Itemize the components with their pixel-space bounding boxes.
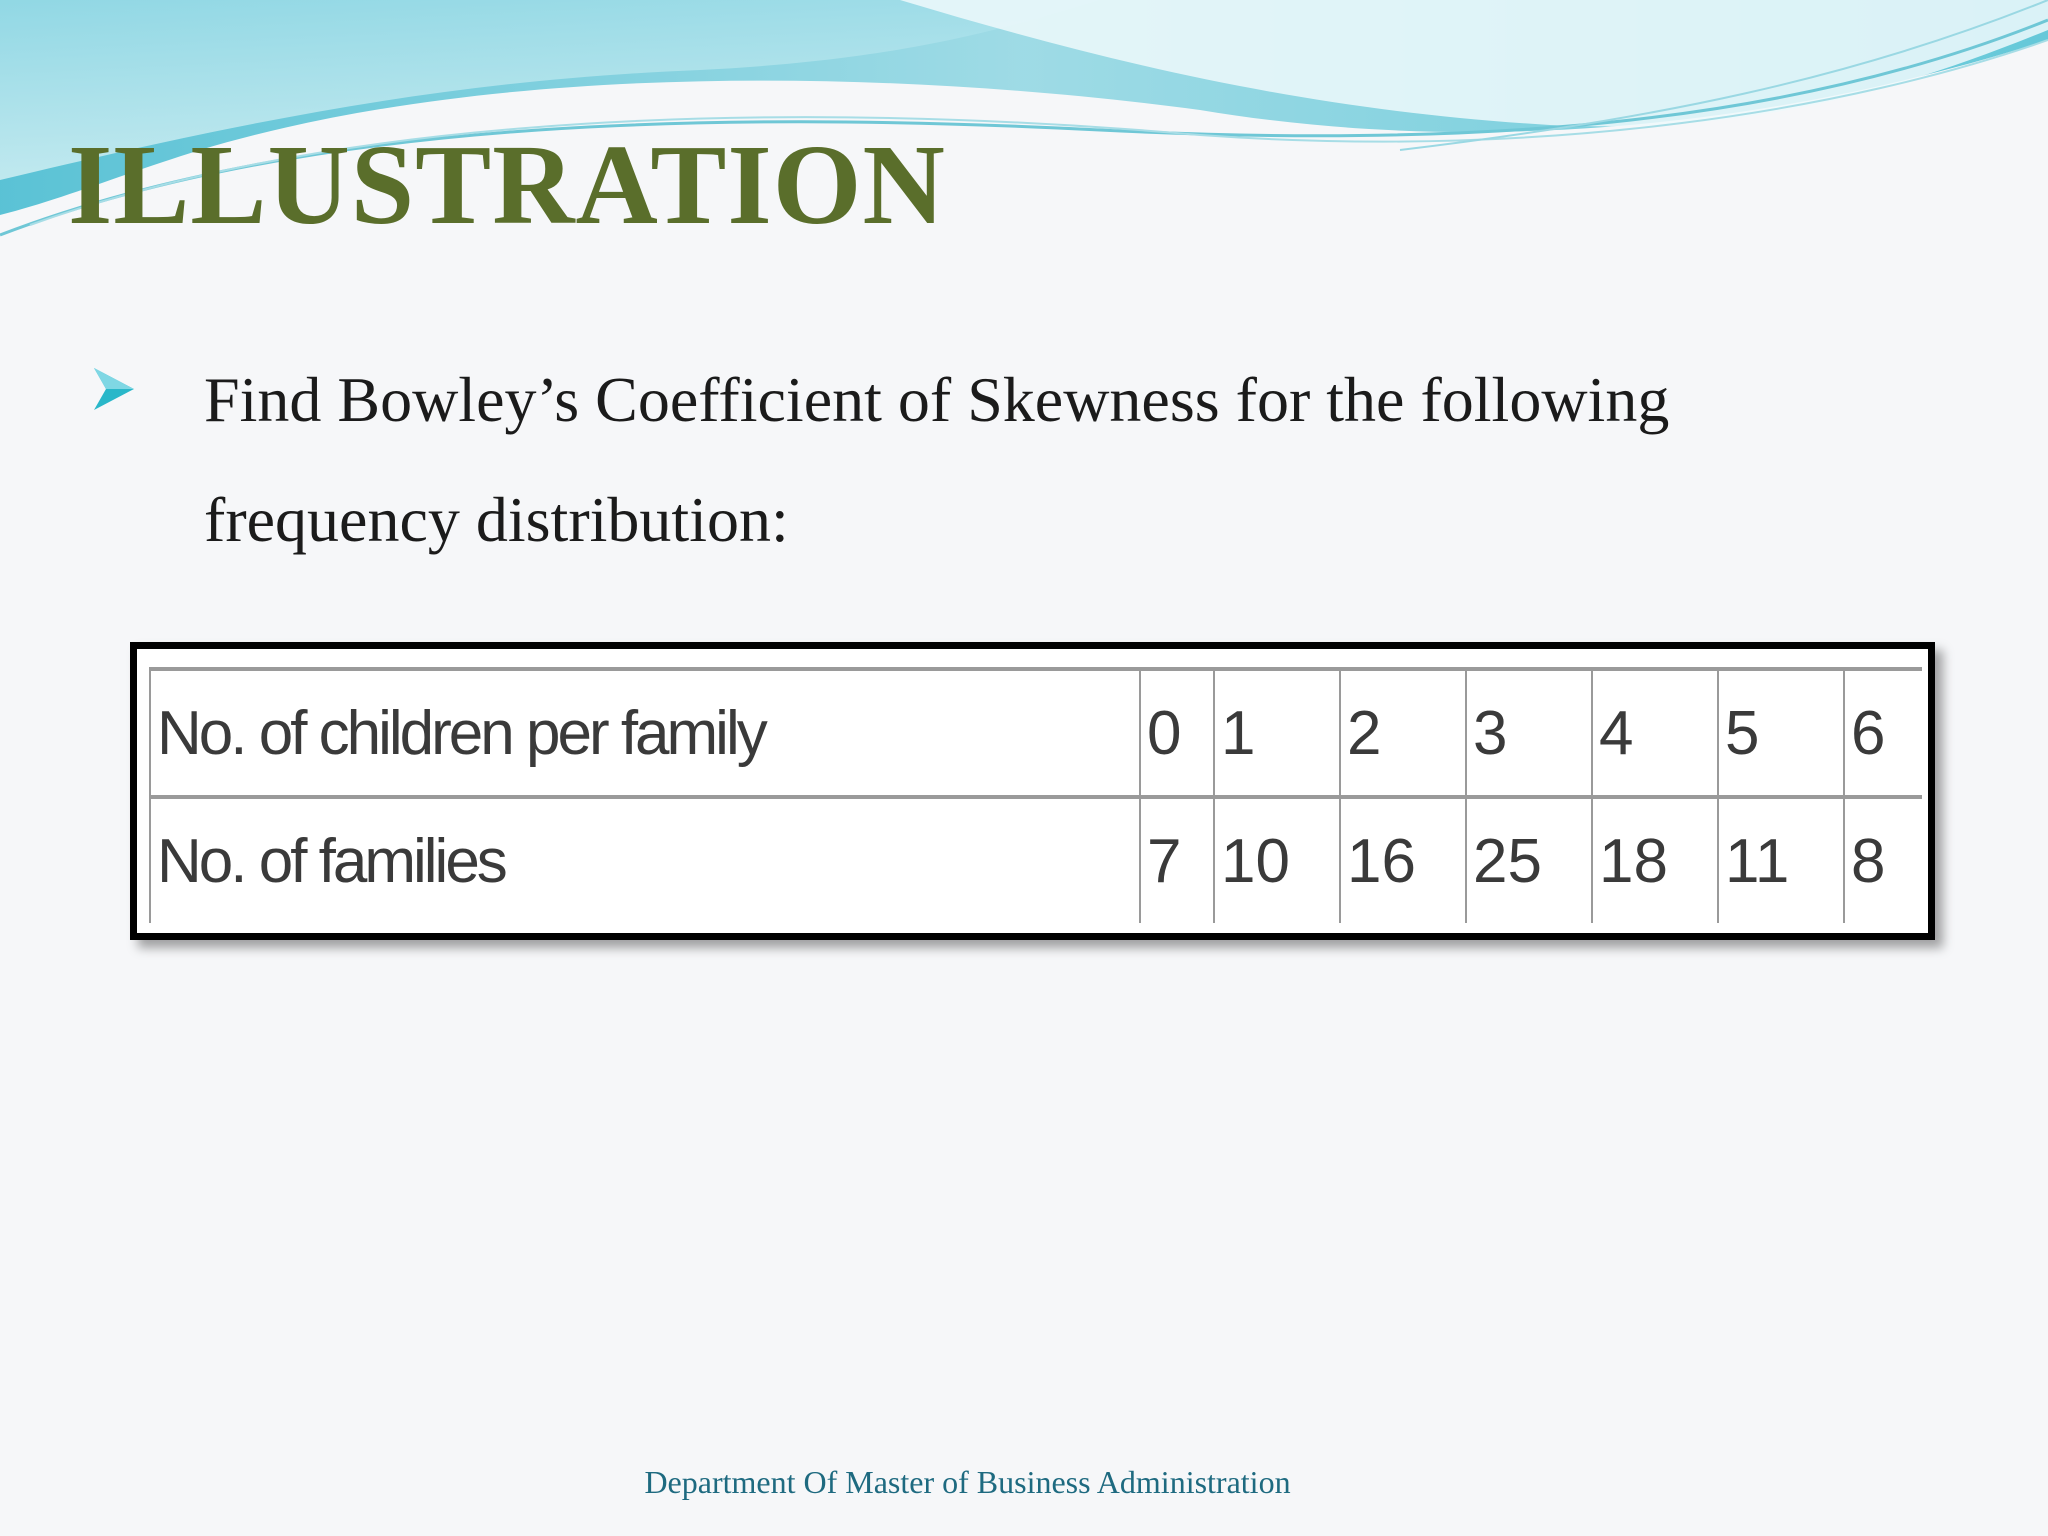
table-cell: 16	[1340, 797, 1466, 923]
table-cell: 6	[1844, 669, 1922, 797]
table-cell: 1	[1214, 669, 1340, 797]
table-row-families	[150, 797, 1922, 923]
table-cell: 0	[1140, 669, 1214, 797]
table-cell: 8	[1844, 797, 1922, 923]
frequency-table	[149, 667, 1922, 923]
table-cell: 2	[1340, 669, 1466, 797]
table-cell: 10	[1214, 797, 1340, 923]
row-label-families: No. of families	[150, 797, 1140, 923]
table-row-children	[150, 669, 1922, 797]
table-cell: 18	[1592, 797, 1718, 923]
table-cell: 5	[1718, 669, 1844, 797]
bullet-text: Find Bowley’s Coefficient of Skewness for the following frequency distribution:	[204, 364, 1670, 555]
arrowhead-bullet-icon	[92, 366, 136, 412]
frequency-table-frame	[130, 642, 1935, 940]
table-cell: 4	[1592, 669, 1718, 797]
table-cell: 7	[1140, 797, 1214, 923]
row-label-children: No. of children per family	[150, 669, 1140, 797]
slide-title: ILLUSTRATION	[68, 121, 946, 248]
table-cell: 11	[1718, 797, 1844, 923]
table-cell: 25	[1466, 797, 1592, 923]
table-cell: 3	[1466, 669, 1592, 797]
footer-department: Department Of Master of Business Administration	[644, 1464, 1291, 1500]
